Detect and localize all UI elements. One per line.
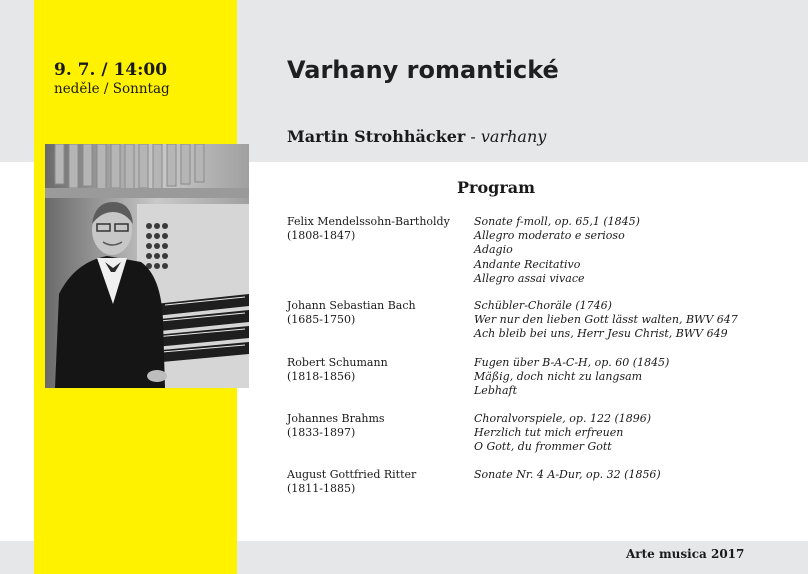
composer-entry (287, 412, 385, 440)
composer-years: (1808-1847) (287, 229, 356, 243)
event-day: neděle / Sonntag (54, 81, 170, 97)
work-line: Allegro moderato e serioso (474, 229, 625, 243)
work-line: Fugen über B-A-C-H, op. 60 (1845) (474, 356, 670, 369)
composer-years: (1685-1750) (287, 313, 356, 327)
work-line: Lebhaft (474, 384, 517, 398)
work-line: Choralvorspiele, op. 122 (1896) (474, 412, 652, 425)
work-line: Andante Recitativo (474, 257, 581, 271)
event-date-time: 9. 7. / 14:00 (54, 60, 168, 80)
program-heading: Program (457, 178, 536, 197)
work-line: Herzlich tut mich erfreuen (474, 426, 624, 440)
work-line: Wer nur den lieben Gott lässt walten, BWV 647 (474, 313, 738, 327)
work-line: Sonate Nr. 4 A-Dur, op. 32 (1856) (474, 468, 661, 481)
performer-line (287, 127, 546, 146)
composer-entry (287, 215, 450, 243)
works-list (474, 356, 669, 399)
work-line: Allegro assai vivace (474, 271, 585, 285)
performer-photo (45, 144, 249, 388)
concert-title: Varhany romantické (287, 56, 559, 84)
work-line: Ach bleib bei uns, Herr Jesu Christ, BWV 649 (474, 327, 728, 341)
works-list (474, 215, 640, 286)
work-line: Adagio (474, 243, 513, 257)
footer-series-label: Arte musica 2017 (626, 547, 745, 561)
composer-name: Robert Schumann (287, 356, 388, 369)
work-line: O Gott, du frommer Gott (474, 440, 612, 454)
composer-entry (287, 468, 416, 496)
composer-years: (1811-1885) (287, 482, 356, 496)
composer-years: (1818-1856) (287, 370, 356, 384)
composer-entry (287, 299, 416, 327)
work-line: Schübler-Choräle (1746) (474, 299, 612, 312)
composer-entry (287, 356, 388, 384)
composer-name: August Gottfried Ritter (287, 468, 417, 481)
composer-years: (1833-1897) (287, 426, 356, 440)
works-list (474, 299, 738, 342)
performer-name: Martin Strohhäcker (287, 127, 466, 146)
composer-name: Johannes Brahms (287, 412, 385, 425)
work-line: Sonate f-moll, op. 65,1 (1845) (474, 215, 640, 228)
works-list (474, 468, 661, 482)
composer-name: Johann Sebastian Bach (287, 299, 416, 312)
works-list (474, 412, 651, 455)
performer-role: varhany (480, 127, 547, 146)
work-line: Mäßig, doch nicht zu langsam (474, 370, 643, 384)
performer-separator: - (465, 127, 481, 146)
composer-name: Felix Mendelssohn-Bartholdy (287, 215, 450, 228)
